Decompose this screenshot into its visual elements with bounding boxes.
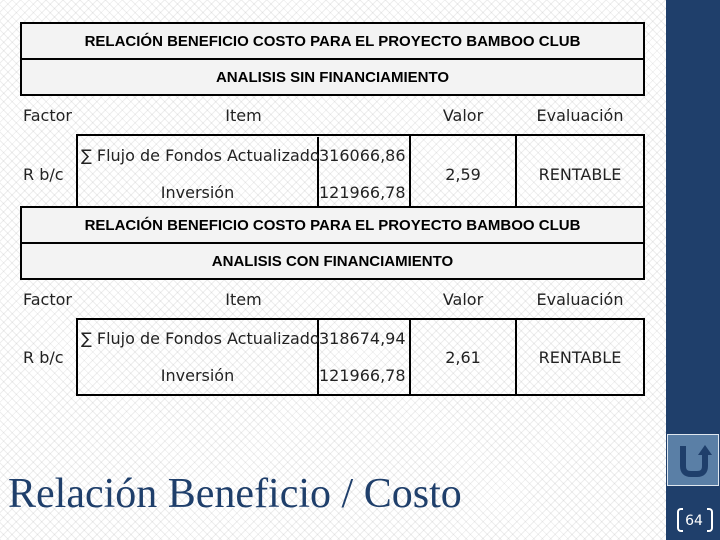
item-cell — [77, 319, 410, 395]
inversion-label: Inversión — [160, 366, 235, 385]
evaluacion-cell: RENTABLE — [516, 319, 644, 395]
header-evaluacion: Evaluación — [536, 105, 624, 125]
page-number: 64 — [685, 513, 703, 529]
inversion-value: 121966,78 — [318, 174, 409, 211]
table-title: RELACIÓN BENEFICIO COSTO PARA EL PROYECTO BAMBOO CLUB — [21, 23, 644, 59]
inversion-value: 121966,78 — [318, 357, 409, 394]
table-title: RELACIÓN BENEFICIO COSTO PARA EL PROYECTO BAMBOO CLUB — [21, 207, 644, 243]
table-subtitle: ANALISIS CON FINANCIAMIENTO — [21, 243, 644, 279]
table-sin-financiamiento — [20, 22, 645, 214]
table-subtitle: ANALISIS SIN FINANCIAMIENTO — [21, 59, 644, 95]
inversion-label: Inversión — [160, 183, 235, 202]
flujo-value: 316066,86 — [318, 137, 409, 174]
header-item: Item — [225, 105, 262, 125]
page-bracket-right — [707, 508, 713, 532]
valor-cell: 2,59 — [410, 135, 516, 213]
header-evaluacion: Evaluación — [536, 289, 624, 309]
header-item: Item — [225, 289, 262, 309]
header-valor: Valor — [442, 105, 484, 125]
header-factor: Factor — [23, 106, 72, 125]
evaluacion-cell: RENTABLE — [516, 135, 644, 213]
header-valor: Valor — [442, 289, 484, 309]
return-arrow-icon — [673, 440, 713, 480]
flujo-label: ∑ Flujo de Fondos Actualizado — [81, 329, 320, 348]
item-cell — [77, 135, 410, 213]
factor-cell: R b/c — [23, 164, 64, 184]
header-factor: Factor — [23, 290, 72, 309]
slide-title: Relación Beneficio / Costo — [8, 471, 462, 517]
flujo-label: ∑ Flujo de Fondos Actualizado — [81, 146, 320, 165]
table-con-financiamiento — [20, 206, 645, 396]
flujo-value: 318674,94 — [318, 320, 409, 357]
return-button[interactable] — [667, 434, 719, 486]
factor-cell: R b/c — [23, 347, 64, 367]
valor-cell: 2,61 — [410, 319, 516, 395]
